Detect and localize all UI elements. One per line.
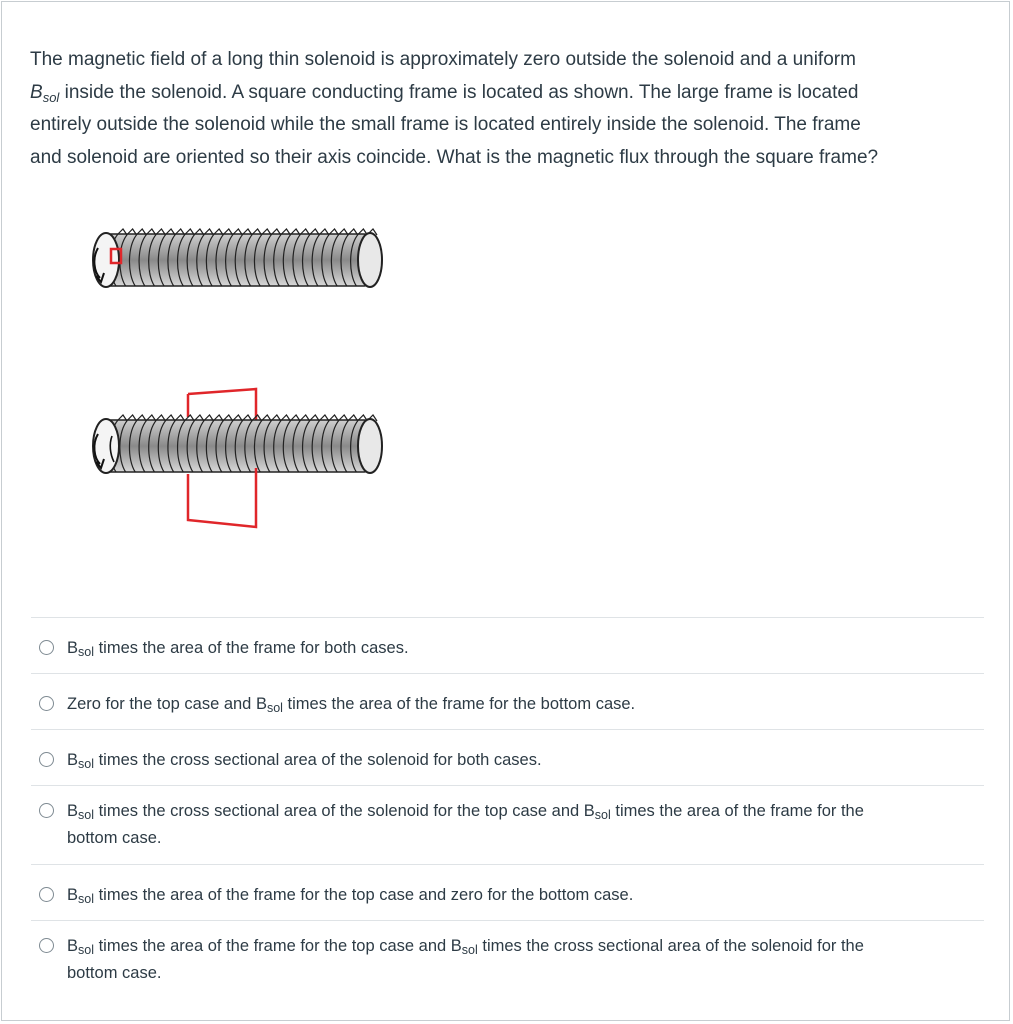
large-frame-front [188,468,256,527]
answer-label: Zero for the top case and $B_{sol}$ times the area of the frame for the bottom case. [67,695,636,715]
radio-button[interactable] [39,696,54,711]
question-line-2: $B_{sol}$ inside the solenoid. A square conducting frame is located as shown. The large frame is located [30,81,859,105]
answer-label: $B_{sol}$ times the area of the frame for the top case and $B_{sol}$ times the cross sectional area of the solenoid for the bottom case. [67,937,864,982]
question-line-3: entirely outside the solenoid while the small frame is located entirely inside the solenoid. The frame [30,114,861,135]
question-line-1: The magnetic field of a long thin solenoid is approximately zero outside the solenoid and a uniform [30,49,856,70]
answer-option-1[interactable] [31,618,984,674]
solenoid-figure [82,212,402,542]
radio-button[interactable] [39,640,54,655]
question-line-4: and solenoid are oriented so their axis coincide. What is the magnetic flux through the square frame? [30,146,879,168]
top-solenoid [93,229,382,287]
quiz-question-card [1,1,1010,1021]
question-text [30,44,980,174]
answer-option-5[interactable] [31,865,984,921]
answer-option-4[interactable] [31,786,984,865]
answer-label: $B_{sol}$ times the cross sectional area of the solenoid for both cases. [67,751,542,771]
bottom-solenoid [93,389,382,527]
answer-label: $B_{sol}$ times the area of the frame for both cases. [67,639,409,659]
answer-options [31,617,984,1000]
answer-option-6[interactable] [31,921,984,1000]
radio-button[interactable] [39,938,54,953]
radio-button[interactable] [39,803,54,818]
answer-option-2[interactable] [31,674,984,730]
radio-button[interactable] [39,887,54,902]
answer-label: $B_{sol}$ times the area of the frame for the top case and zero for the bottom case. [67,886,634,906]
radio-button[interactable] [39,752,54,767]
answer-label: $B_{sol}$ times the cross sectional area of the solenoid for the top case and $B_{sol}$ times the area of the frame for the bottom case. [67,802,864,847]
answer-option-3[interactable] [31,730,984,786]
